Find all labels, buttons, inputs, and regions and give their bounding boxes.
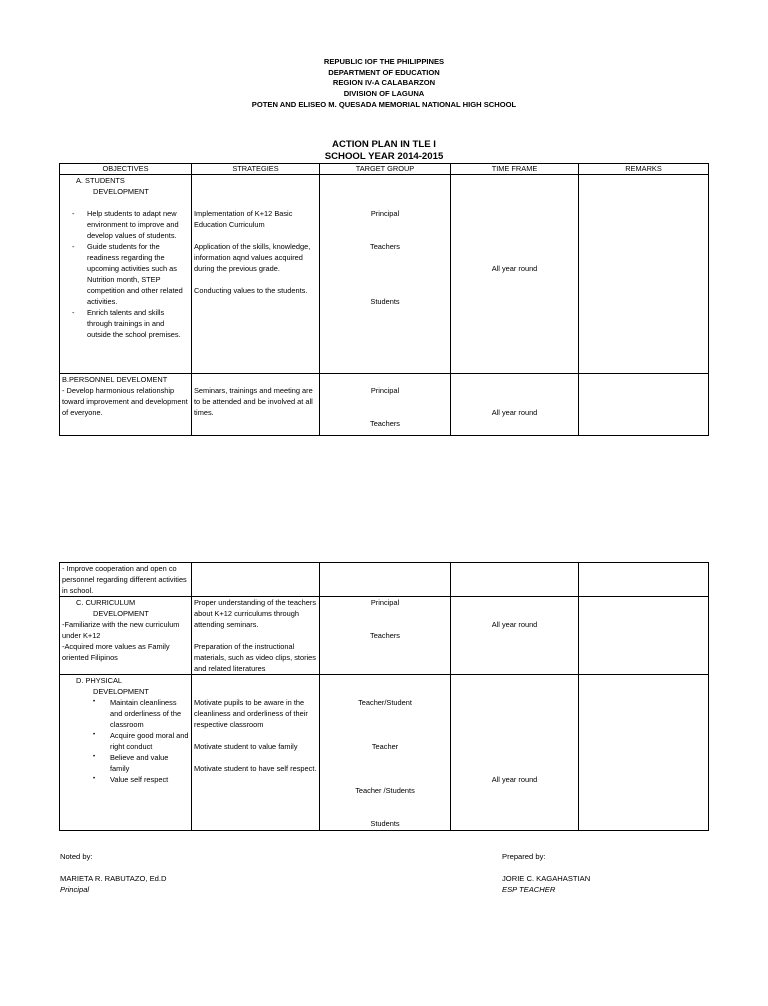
strategy-text: Proper understanding of the teachers about K+12 curriculums through attending seminars. bbox=[194, 598, 317, 629]
remarks-cell bbox=[579, 675, 709, 831]
action-plan-table bbox=[59, 163, 709, 436]
objectives-cell bbox=[60, 374, 192, 436]
column-header-remarks: REMARKS bbox=[579, 164, 709, 175]
objective-text: -Acquired more values as Family oriented Filipinos bbox=[62, 642, 170, 662]
table-row-continuation bbox=[60, 563, 709, 597]
strategy-text: Motivate pupils to be aware in the cleanliness and orderliness of their respective classroom bbox=[194, 698, 308, 729]
strategy-text: Seminars, trainings and meeting are to be attended and be involved at all times. bbox=[194, 386, 313, 417]
list-item: - Enrich talents and skills through trainings in and outside the school premises. bbox=[62, 307, 189, 340]
objectives-list bbox=[62, 697, 189, 785]
document-title bbox=[0, 139, 768, 163]
section-heading: B.PERSONNEL DEVELOMENT bbox=[62, 375, 168, 384]
section-heading: DEVELOPMENT bbox=[93, 687, 149, 696]
objectives-cell bbox=[60, 597, 192, 675]
column-header-target-group: TARGET GROUP bbox=[320, 164, 451, 175]
strategies-cell bbox=[192, 175, 320, 374]
section-heading: DEVELOPMENT bbox=[93, 609, 149, 618]
time-frame-cell bbox=[451, 563, 579, 597]
action-plan-table-continued bbox=[59, 562, 709, 831]
target-text: Teachers bbox=[370, 419, 400, 428]
target-group-cell bbox=[320, 597, 451, 675]
letterhead-line: DEPARTMENT OF EDUCATION bbox=[328, 67, 440, 77]
objective-text: -Familiarize with the new curriculum under K+12 bbox=[62, 620, 180, 640]
table-row-students-development bbox=[60, 175, 709, 374]
target-text: Teachers bbox=[370, 631, 400, 640]
time-frame-cell bbox=[451, 374, 579, 436]
time-frame-cell bbox=[451, 597, 579, 675]
target-text: Principal bbox=[370, 209, 400, 218]
target-text: Principal bbox=[370, 598, 400, 607]
letterhead-line: DIVISION OF LAGUNA bbox=[343, 89, 425, 99]
section-heading: C. CURRICULUM bbox=[76, 598, 136, 607]
target-text: Teacher/Student bbox=[358, 698, 412, 707]
remarks-cell bbox=[579, 175, 709, 374]
table-row-curriculum-development bbox=[60, 597, 709, 675]
noted-by-title: Principal bbox=[60, 885, 90, 894]
section-heading: A. STUDENTS bbox=[76, 176, 125, 185]
section-heading: DEVELOPMENT bbox=[93, 187, 149, 196]
list-item: • Maintain cleanliness and orderliness of the classroom bbox=[62, 697, 189, 730]
objectives-cell bbox=[60, 175, 192, 374]
target-text: Teacher /Students bbox=[355, 786, 415, 795]
target-group-cell bbox=[320, 563, 451, 597]
strategies-cell bbox=[192, 374, 320, 436]
strategies-cell bbox=[192, 563, 320, 597]
time-frame-text: All year round bbox=[491, 620, 538, 629]
objectives-cell bbox=[60, 563, 192, 597]
objective-text: - Develop harmonious relationship toward improvement and development of everyone. bbox=[62, 386, 188, 417]
strategy-text: Preparation of the instructional materials, such as video clips, stories and related literatures bbox=[194, 642, 316, 673]
list-item: - Guide students for the readiness regarding the upcoming activities such as Nutrition month, STEP competition and other related activities. bbox=[62, 241, 189, 307]
letterhead-line: REPUBLIC IOF THE PHILIPPINES bbox=[323, 57, 445, 66]
letterhead-line: REGION IV-A CALABARZON bbox=[332, 78, 436, 88]
noted-by-name: MARIETA R. RABUTAZO, Ed.D bbox=[60, 874, 167, 883]
table-row-physical-development bbox=[60, 675, 709, 831]
strategy-text: Implementation of K+12 Basic Education Curriculum bbox=[194, 209, 293, 229]
section-heading: D. PHYSICAL bbox=[76, 676, 123, 685]
objectives-cell bbox=[60, 675, 192, 831]
objective-text: - Improve cooperation and open co personnel regarding different activities in school. bbox=[62, 564, 187, 595]
column-header-objectives: OBJECTIVES bbox=[60, 164, 192, 175]
prepared-by-name: JORIE C. KAGAHASTIAN bbox=[502, 874, 591, 883]
list-item: • Value self respect bbox=[62, 774, 189, 785]
time-frame-text: All year round bbox=[491, 264, 538, 273]
target-group-cell bbox=[320, 675, 451, 831]
target-text: Teacher bbox=[371, 742, 399, 751]
target-text: Principal bbox=[370, 386, 400, 395]
target-text: Students bbox=[370, 297, 400, 306]
target-text: Teachers bbox=[370, 242, 400, 251]
title-line-1: ACTION PLAN IN TLE I bbox=[332, 139, 436, 150]
column-header-strategies: STRATEGIES bbox=[192, 164, 320, 175]
objectives-list bbox=[62, 208, 189, 340]
remarks-cell bbox=[579, 563, 709, 597]
column-header-time-frame: TIME FRAME bbox=[451, 164, 579, 175]
list-item: • Acquire good moral and right conduct bbox=[62, 730, 189, 752]
target-text: Students bbox=[370, 819, 400, 828]
time-frame-text: All year round bbox=[491, 775, 538, 784]
letterhead-line: POTEN AND ELISEO M. QUESADA MEMORIAL NATIONAL HIGH SCHOOL bbox=[251, 99, 517, 109]
time-frame-cell bbox=[451, 175, 579, 374]
table-header-row bbox=[60, 164, 709, 175]
strategy-text: Motivate student to have self respect. bbox=[194, 764, 317, 773]
strategies-cell bbox=[192, 597, 320, 675]
title-line-2: SCHOOL YEAR 2014-2015 bbox=[324, 151, 444, 162]
remarks-cell bbox=[579, 374, 709, 436]
prepared-by-title: ESP TEACHER bbox=[502, 885, 556, 894]
strategy-text: Conducting values to the students. bbox=[194, 286, 308, 295]
target-group-cell bbox=[320, 374, 451, 436]
remarks-cell bbox=[579, 597, 709, 675]
list-item: • Believe and value family bbox=[62, 752, 189, 774]
list-item: - Help students to adapt new environment to improve and develop values of students. bbox=[62, 208, 189, 241]
strategy-text: Motivate student to value family bbox=[194, 742, 298, 751]
table-row-personnel-development bbox=[60, 374, 709, 436]
strategies-cell bbox=[192, 675, 320, 831]
strategy-text: Application of the skills, knowledge, information aqnd values acquired during the previous grade. bbox=[194, 242, 311, 273]
letterhead bbox=[0, 57, 768, 111]
time-frame-cell bbox=[451, 675, 579, 831]
target-group-cell bbox=[320, 175, 451, 374]
noted-by-label: Noted by: bbox=[60, 852, 93, 861]
time-frame-text: All year round bbox=[491, 408, 538, 417]
prepared-by-label: Prepared by: bbox=[502, 852, 546, 861]
